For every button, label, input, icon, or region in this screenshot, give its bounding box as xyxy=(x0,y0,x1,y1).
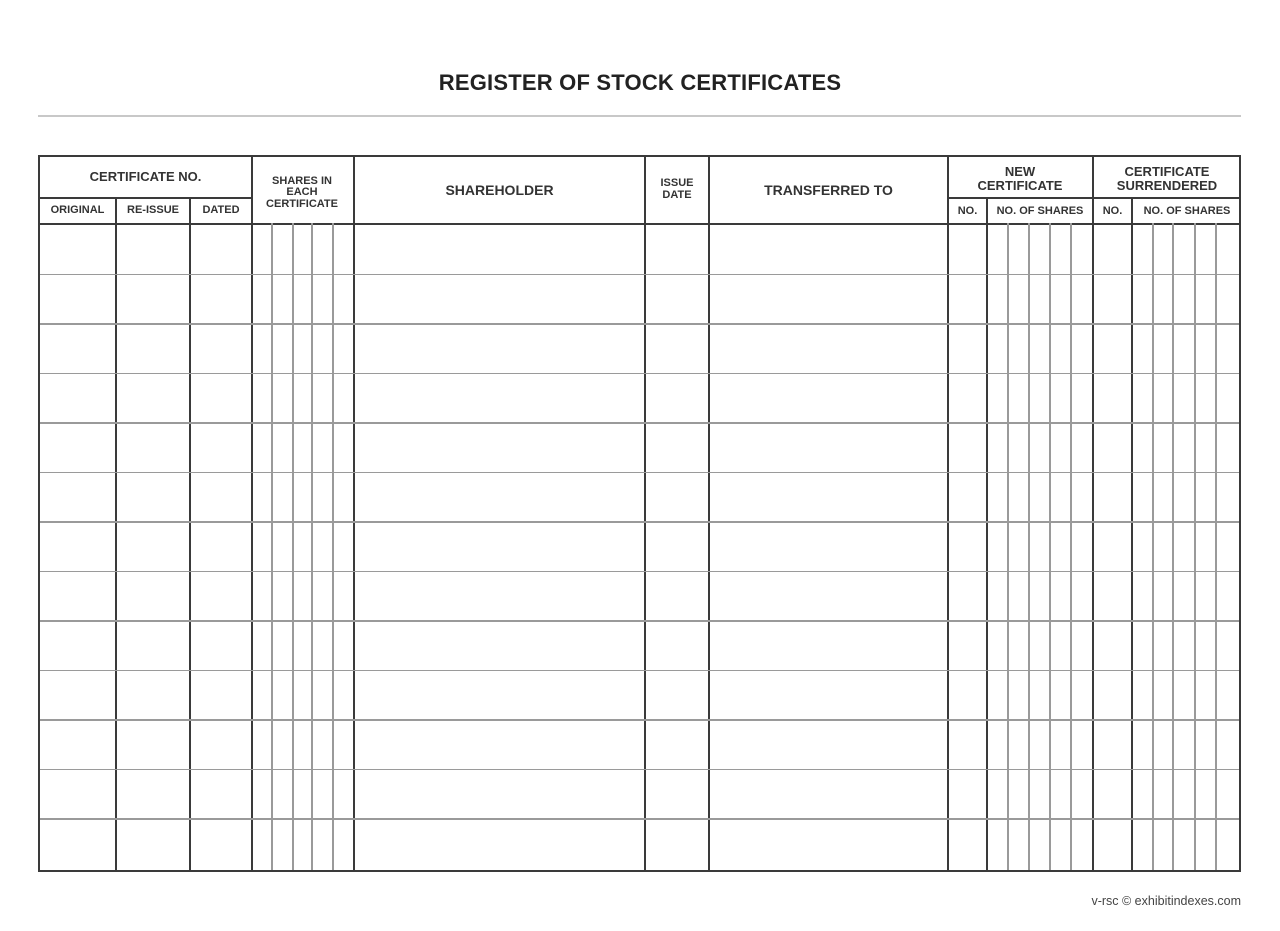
cell-new-no[interactable] xyxy=(949,473,986,521)
cell-new-no[interactable] xyxy=(949,324,986,372)
cell-new-shares[interactable] xyxy=(988,275,1092,323)
cell-new-no[interactable] xyxy=(949,720,986,768)
cell-reissue[interactable] xyxy=(117,671,189,719)
cell-transferred-to[interactable] xyxy=(710,522,947,570)
cell-original[interactable] xyxy=(40,324,115,372)
cell-new-shares[interactable] xyxy=(988,819,1092,867)
title-divider xyxy=(38,115,1241,117)
cell-reissue[interactable] xyxy=(117,770,189,818)
cell-original[interactable] xyxy=(40,374,115,422)
cell-shares[interactable] xyxy=(253,770,353,818)
cell-new-no[interactable] xyxy=(949,671,986,719)
cell-new-shares[interactable] xyxy=(988,374,1092,422)
cell-shareholder[interactable] xyxy=(355,572,644,620)
cell-surr-no[interactable] xyxy=(1094,770,1131,818)
cell-shareholder[interactable] xyxy=(355,770,644,818)
cell-shareholder[interactable] xyxy=(355,671,644,719)
cell-issue-date[interactable] xyxy=(646,473,708,521)
cell-dated[interactable] xyxy=(191,374,251,422)
cell-shares[interactable] xyxy=(253,671,353,719)
cell-issue-date[interactable] xyxy=(646,819,708,867)
cell-issue-date[interactable] xyxy=(646,374,708,422)
header-new-no: NO. xyxy=(957,205,978,218)
cell-dated[interactable] xyxy=(191,473,251,521)
cell-original[interactable] xyxy=(40,275,115,323)
cell-transferred-to[interactable] xyxy=(710,671,947,719)
cell-reissue[interactable] xyxy=(117,572,189,620)
cell-issue-date[interactable] xyxy=(646,522,708,570)
cell-shares[interactable] xyxy=(253,225,353,273)
cell-shares[interactable] xyxy=(253,473,353,521)
cell-surr-shares[interactable] xyxy=(1133,621,1238,669)
cell-new-shares[interactable] xyxy=(988,423,1092,471)
cell-new-shares[interactable] xyxy=(988,522,1092,570)
cell-shares[interactable] xyxy=(253,374,353,422)
cell-transferred-to[interactable] xyxy=(710,374,947,422)
cell-shares[interactable] xyxy=(253,572,353,620)
cell-transferred-to[interactable] xyxy=(710,720,947,768)
cell-new-shares[interactable] xyxy=(988,621,1092,669)
cell-dated[interactable] xyxy=(191,522,251,570)
cell-new-no[interactable] xyxy=(949,374,986,422)
cell-surr-no[interactable] xyxy=(1094,225,1131,273)
cell-transferred-to[interactable] xyxy=(710,473,947,521)
page-title: REGISTER OF STOCK CERTIFICATES xyxy=(438,70,842,95)
cell-transferred-to[interactable] xyxy=(710,225,947,273)
header-shareholder: SHAREHOLDER xyxy=(445,181,554,198)
header-new-certificate: NEW CERTIFICATE xyxy=(977,164,1063,193)
cell-surr-shares[interactable] xyxy=(1133,423,1238,471)
cell-shareholder[interactable] xyxy=(355,522,644,570)
cell-reissue[interactable] xyxy=(117,324,189,372)
header-original: ORIGINAL xyxy=(50,204,105,217)
cell-shares[interactable] xyxy=(253,819,353,867)
register-table xyxy=(38,155,1241,872)
cell-original[interactable] xyxy=(40,225,115,273)
cell-dated[interactable] xyxy=(191,324,251,372)
cell-new-shares[interactable] xyxy=(988,225,1092,273)
cell-dated[interactable] xyxy=(191,720,251,768)
cell-issue-date[interactable] xyxy=(646,671,708,719)
cell-surr-no[interactable] xyxy=(1094,720,1131,768)
cell-dated[interactable] xyxy=(191,572,251,620)
cell-new-shares[interactable] xyxy=(988,324,1092,372)
cell-new-no[interactable] xyxy=(949,423,986,471)
cell-reissue[interactable] xyxy=(117,621,189,669)
cell-surr-no[interactable] xyxy=(1094,275,1131,323)
cell-original[interactable] xyxy=(40,621,115,669)
cell-transferred-to[interactable] xyxy=(710,819,947,867)
cell-surr-shares[interactable] xyxy=(1133,473,1238,521)
cell-transferred-to[interactable] xyxy=(710,770,947,818)
header-transferred-to: TRANSFERRED TO xyxy=(764,181,893,198)
cell-shareholder[interactable] xyxy=(355,473,644,521)
cell-surr-shares[interactable] xyxy=(1133,275,1238,323)
cell-dated[interactable] xyxy=(191,275,251,323)
header-reissue: RE-ISSUE xyxy=(127,204,179,217)
cell-new-no[interactable] xyxy=(949,572,986,620)
cell-reissue[interactable] xyxy=(117,819,189,867)
cell-shareholder[interactable] xyxy=(355,819,644,867)
cell-surr-shares[interactable] xyxy=(1133,225,1238,273)
cell-surr-no[interactable] xyxy=(1094,621,1131,669)
cell-transferred-to[interactable] xyxy=(710,572,947,620)
header-new-shares: NO. OF SHARES xyxy=(996,205,1084,218)
cell-surr-no[interactable] xyxy=(1094,423,1131,471)
cell-original[interactable] xyxy=(40,720,115,768)
header-certificate-no: CERTIFICATE NO. xyxy=(89,169,202,185)
cell-dated[interactable] xyxy=(191,770,251,818)
cell-original[interactable] xyxy=(40,819,115,867)
cell-new-shares[interactable] xyxy=(988,720,1092,768)
cell-shares[interactable] xyxy=(253,423,353,471)
cell-original[interactable] xyxy=(40,473,115,521)
cell-surr-shares[interactable] xyxy=(1133,819,1238,867)
cell-dated[interactable] xyxy=(191,423,251,471)
cell-reissue[interactable] xyxy=(117,374,189,422)
cell-shareholder[interactable] xyxy=(355,423,644,471)
cell-shareholder[interactable] xyxy=(355,225,644,273)
cell-original[interactable] xyxy=(40,423,115,471)
cell-issue-date[interactable] xyxy=(646,225,708,273)
cell-reissue[interactable] xyxy=(117,423,189,471)
cell-surr-no[interactable] xyxy=(1094,324,1131,372)
cell-issue-date[interactable] xyxy=(646,572,708,620)
cell-dated[interactable] xyxy=(191,621,251,669)
cell-new-shares[interactable] xyxy=(988,572,1092,620)
cell-transferred-to[interactable] xyxy=(710,275,947,323)
cell-new-no[interactable] xyxy=(949,275,986,323)
cell-surr-shares[interactable] xyxy=(1133,324,1238,372)
cell-original[interactable] xyxy=(40,770,115,818)
cell-surr-shares[interactable] xyxy=(1133,671,1238,719)
cell-shareholder[interactable] xyxy=(355,275,644,323)
cell-new-no[interactable] xyxy=(949,621,986,669)
cell-shares[interactable] xyxy=(253,720,353,768)
cell-reissue[interactable] xyxy=(117,225,189,273)
cell-reissue[interactable] xyxy=(117,720,189,768)
cell-shareholder[interactable] xyxy=(355,374,644,422)
cell-issue-date[interactable] xyxy=(646,423,708,471)
cell-shares[interactable] xyxy=(253,522,353,570)
cell-dated[interactable] xyxy=(191,225,251,273)
cell-shares[interactable] xyxy=(253,324,353,372)
cell-issue-date[interactable] xyxy=(646,770,708,818)
cell-surr-no[interactable] xyxy=(1094,522,1131,570)
header-shares-each: SHARES IN EACH CERTIFICATE xyxy=(266,174,338,210)
cell-shareholder[interactable] xyxy=(355,621,644,669)
cell-new-shares[interactable] xyxy=(988,671,1092,719)
cell-surr-no[interactable] xyxy=(1094,671,1131,719)
cell-issue-date[interactable] xyxy=(646,275,708,323)
cell-surr-no[interactable] xyxy=(1094,473,1131,521)
cell-issue-date[interactable] xyxy=(646,621,708,669)
header-surr-shares: NO. OF SHARES xyxy=(1143,205,1231,218)
cell-new-no[interactable] xyxy=(949,819,986,867)
cell-shares[interactable] xyxy=(253,621,353,669)
header-surr-no: NO. xyxy=(1102,205,1123,218)
cell-original[interactable] xyxy=(40,671,115,719)
cell-surr-shares[interactable] xyxy=(1133,770,1238,818)
cell-reissue[interactable] xyxy=(117,473,189,521)
cell-shares[interactable] xyxy=(253,275,353,323)
cell-dated[interactable] xyxy=(191,819,251,867)
cell-new-no[interactable] xyxy=(949,770,986,818)
cell-reissue[interactable] xyxy=(117,522,189,570)
cell-issue-date[interactable] xyxy=(646,720,708,768)
cell-transferred-to[interactable] xyxy=(710,621,947,669)
cell-original[interactable] xyxy=(40,572,115,620)
cell-transferred-to[interactable] xyxy=(710,324,947,372)
cell-reissue[interactable] xyxy=(117,275,189,323)
cell-surr-no[interactable] xyxy=(1094,572,1131,620)
cell-shareholder[interactable] xyxy=(355,720,644,768)
cell-surr-no[interactable] xyxy=(1094,374,1131,422)
cell-issue-date[interactable] xyxy=(646,324,708,372)
cell-surr-no[interactable] xyxy=(1094,819,1131,867)
header-dated: DATED xyxy=(202,204,240,217)
header-certificate-surrendered: CERTIFICATE SURRENDERED xyxy=(1116,164,1218,193)
cell-shareholder[interactable] xyxy=(355,324,644,372)
copyright-footer: v-rsc © exhibitindexes.com xyxy=(1091,894,1241,908)
cell-original[interactable] xyxy=(40,522,115,570)
cell-surr-shares[interactable] xyxy=(1133,572,1238,620)
header-issue-date: ISSUE DATE xyxy=(660,177,694,201)
cell-new-no[interactable] xyxy=(949,225,986,273)
cell-new-shares[interactable] xyxy=(988,770,1092,818)
cell-surr-shares[interactable] xyxy=(1133,374,1238,422)
cell-dated[interactable] xyxy=(191,671,251,719)
cell-surr-shares[interactable] xyxy=(1133,522,1238,570)
cell-surr-shares[interactable] xyxy=(1133,720,1238,768)
cell-transferred-to[interactable] xyxy=(710,423,947,471)
cell-new-shares[interactable] xyxy=(988,473,1092,521)
cell-new-no[interactable] xyxy=(949,522,986,570)
